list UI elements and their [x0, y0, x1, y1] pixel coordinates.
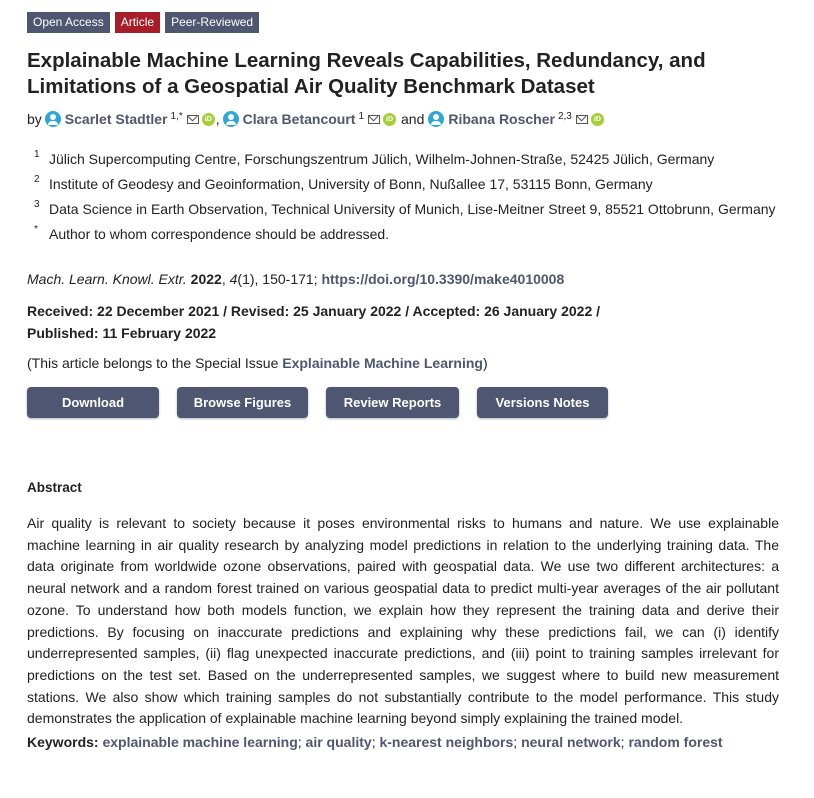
keyword-link[interactable]: neural network — [521, 734, 621, 751]
browse-figures-button[interactable]: Browse Figures — [177, 387, 308, 418]
author-profile-icon[interactable] — [45, 111, 61, 127]
affiliation-item — [34, 173, 779, 195]
affiliation-number: 1 — [34, 149, 40, 160]
special-issue-note — [27, 354, 779, 372]
journal-abbrev: Mach. Learn. Knowl. Extr. — [27, 271, 187, 287]
email-icon[interactable] — [187, 115, 199, 124]
affiliation-item — [34, 148, 779, 170]
author-name[interactable]: Ribana Roscher — [448, 111, 555, 127]
keyword-link[interactable]: k-nearest neighbors — [379, 734, 514, 751]
article-type-badge[interactable]: Article — [115, 12, 160, 33]
author-separator: , — [215, 111, 220, 127]
affiliation-text: Data Science in Earth Observation, Technical University of Munich, Lise-Meitner Street 9, 85521 Ottobrunn, Germany — [49, 201, 776, 217]
keywords — [27, 733, 779, 751]
author-list — [27, 110, 779, 128]
versions-notes-button[interactable]: Versions Notes — [477, 387, 608, 418]
published-date: Published: 11 February 2022 — [27, 325, 217, 341]
review-reports-button[interactable]: Review Reports — [326, 387, 459, 418]
author-affiliation-sup: 2,3 — [557, 111, 572, 122]
abstract-text: Air quality is relevant to society because it poses environmental risks to humans and nature. We use explainable machine learning in air quality research by analyzing model predictions in relation to the underlying training data. The data originate from worldwide ozone observations, paired with geospatial data. We use two different architectures: a neural network and a random forest trained on various geospatial data to predict multi-year averages of the air pollutant ozone. To understand how both models function, we explain how they represent the training data and derive their predictions. By focusing on inaccurate predictions and explaining why these predictions fail, we can (i) identify underrepresented samples, (ii) flag unexpected inaccurate predictions, and (iii) point to training samples irrelevant for predictions on the test set. Based on the underrepresented samples, we suggest where to build new measurement stations. We also show which training samples do not substantially contribute to the model performance. This study demonstrates the application of explainable machine learning beyond simply explaining the trained model. — [27, 515, 779, 727]
orcid-icon[interactable]: iD — [383, 113, 396, 126]
author-affiliation-sup: 1,* — [170, 111, 183, 122]
citation-year: 2022 — [190, 271, 222, 287]
keyword-link[interactable]: random forest — [628, 734, 723, 751]
publication-dates — [27, 300, 779, 344]
affiliation-text: Institute of Geodesy and Geoinformation, University of Bonn, Nußallee 17, 53115 Bonn, Germany — [49, 176, 653, 192]
special-issue-prefix: (This article belongs to the Special Issue — [27, 355, 283, 371]
citation: Mach. Learn. Knowl. Extr. 2022, 4(1), 150-171; https://doi.org/10.3390/make4010008 — [27, 271, 565, 287]
author-profile-icon[interactable] — [428, 111, 444, 127]
keyword-separator: ; — [371, 734, 376, 751]
open-access-badge[interactable]: Open Access — [27, 12, 110, 33]
special-issue-link[interactable]: Explainable Machine Learning — [282, 355, 483, 371]
dates-line: Received: 22 December 2021 / Revised: 25 January 2022 / Accepted: 26 January 2022 / — [27, 303, 601, 319]
affiliation-number: 2 — [34, 174, 40, 185]
badge-row — [27, 12, 779, 33]
keyword-link[interactable]: explainable machine learning — [102, 734, 298, 751]
affiliation-number: * — [34, 224, 38, 235]
doi-link[interactable]: https://doi.org/10.3390/make4010008 — [321, 271, 565, 287]
keyword-separator: ; — [513, 734, 518, 751]
affiliation-text: Author to whom correspondence should be addressed. — [49, 226, 390, 242]
abstract-heading: Abstract — [27, 480, 82, 495]
keyword-link[interactable]: air quality — [305, 734, 372, 751]
author-affiliation-sup: 1 — [358, 111, 365, 122]
keyword-separator: ; — [297, 734, 302, 751]
special-issue-suffix: ) — [482, 355, 488, 371]
email-icon[interactable] — [576, 115, 588, 124]
orcid-icon[interactable]: iD — [591, 113, 604, 126]
citation-issue-pages: (1), 150-171; — [237, 271, 318, 287]
author-name[interactable]: Scarlet Stadtler — [64, 111, 168, 127]
keyword-separator: ; — [620, 734, 625, 751]
article-header — [27, 12, 779, 751]
affiliation-text: Jülich Supercomputing Centre, Forschungszentrum Jülich, Wilhelm-Johnen-Straße, 52425 Jülich, Germany — [49, 151, 715, 167]
citation-volume: 4 — [229, 271, 238, 287]
affiliation-list — [34, 148, 779, 245]
author-name[interactable]: Clara Betancourt — [242, 111, 356, 127]
author-profile-icon[interactable] — [223, 111, 239, 127]
author-conjunction: and — [401, 111, 425, 127]
article-title: Explainable Machine Learning Reveals Capabilities, Redundancy, and Limitations of a Geospatial Air Quality Benchmark Dataset — [27, 49, 706, 98]
download-button[interactable]: Download — [27, 387, 159, 418]
affiliation-item — [34, 198, 779, 220]
affiliation-number: 3 — [34, 199, 40, 210]
email-icon[interactable] — [368, 115, 380, 124]
action-buttons — [27, 387, 779, 418]
keywords-label: Keywords: — [27, 734, 99, 751]
peer-reviewed-badge[interactable]: Peer-Reviewed — [165, 12, 259, 33]
by-label: by — [27, 111, 42, 127]
orcid-icon[interactable]: iD — [202, 113, 215, 126]
affiliation-item — [34, 223, 779, 245]
